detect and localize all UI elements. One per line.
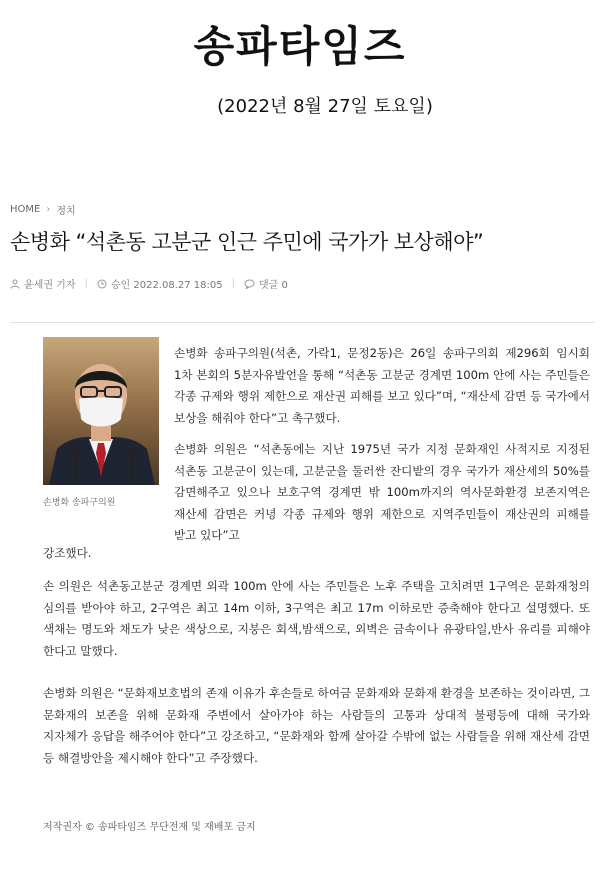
user-icon: [10, 279, 20, 289]
comments-info[interactable]: [244, 276, 288, 291]
article-paragraph-1: 손병화 송파구의원(석촌, 가락1, 문정2동)은 26일 송파구의회 제296회 임시회 1차 본회의 5분자유발언을 통해 “석촌동 고분군 경계면 100m 안에 사는 주민들은 각종 규제와 행위 제한으로 재산권 피해를 보고 있다”며, “재산세 감면 등 국가에서 보상을 해줘야 한다”고 촉구했다.: [174, 346, 590, 425]
article-paragraph-3: 손 의원은 석촌동고분군 경계면 외곽 100m 안에 사는 주민들은 노후 주택을 고치려면 1구역은 문화재청의 심의를 받아야 하고, 2구역은 최고 14m 이하, 3구역은 최고 17m 이하로만 증축해야 한다고 설명했다. 또 색채는 명도와 채도가 낮은 색상으로, 지붕은 회색,밤색으로, 외벽은 금속이나 유광타일,반사 유리를 피해야 한다고 말했다.: [43, 579, 590, 658]
newspaper-masthead: 송파타임즈: [193, 22, 407, 71]
meta-divider: |: [84, 278, 88, 289]
article-photo: [43, 337, 159, 485]
comment-icon: [244, 279, 255, 289]
photo-caption: 손병화 송파구의원: [43, 498, 116, 508]
publication-date: (2022년 8월 27일 토요일): [217, 96, 433, 117]
clock-icon: [97, 279, 107, 289]
article-headline: 손병화 “석촌동 고분군 인근 주민에 국가가 보상해야”: [10, 230, 484, 254]
article-paragraph-2: 손병화 의원은 “석촌동에는 지난 1975년 국가 지정 문화재인 사적지로 지정된 석촌동 고분군이 있는데, 고분군을 둘러싼 잔디밭의 경우 국가가 재산세의 50%를 감면해주고 있으나 보호구역 경계면 밖 100m까지의 역사문화환경 보존지역은 재산세 감면은 커녕 각종 규제와 행위 제한으로 지역주민들이 재산권의 피해를 받고 있다”고: [174, 442, 590, 542]
article-paragraph-2-tail: 강조했다.: [43, 546, 92, 560]
breadcrumb: [10, 202, 76, 217]
header-divider: [10, 322, 595, 323]
approved-datetime: 승인 2022.08.27 18:05: [110, 280, 223, 291]
copyright-notice: 저작권자 © 송파타임즈 무단전재 및 재배포 금지: [43, 822, 256, 833]
author-info: [10, 276, 75, 291]
approved-info: [97, 276, 223, 291]
breadcrumb-home[interactable]: HOME: [10, 204, 41, 215]
councilman-portrait-image: [43, 337, 159, 485]
meta-divider: |: [231, 278, 235, 289]
comment-count[interactable]: 댓글 0: [259, 280, 288, 291]
chevron-right-icon: ›: [46, 204, 51, 215]
author-name[interactable]: 윤세권 기자: [24, 280, 76, 291]
article-meta: [10, 276, 288, 291]
breadcrumb-category[interactable]: 정치: [56, 206, 76, 217]
article-paragraph-4: 손병화 의원은 “문화재보호법의 존재 이유가 후손들로 하여금 문화재와 문화재 환경을 보존하는 것이라면, 그 문화재의 보존을 위해 문화재 주변에서 살아가야 하는 사람들의 고통과 상대적 불평등에 대해 국가와 지자체가 응답을 해주어야 한다”고 강조하고, “문화재와 함께 살아갈 수밖에 없는 사람들을 위해 재산세 감면 등 해결방안을 제시해야 한다”고 주장했다.: [43, 686, 590, 765]
